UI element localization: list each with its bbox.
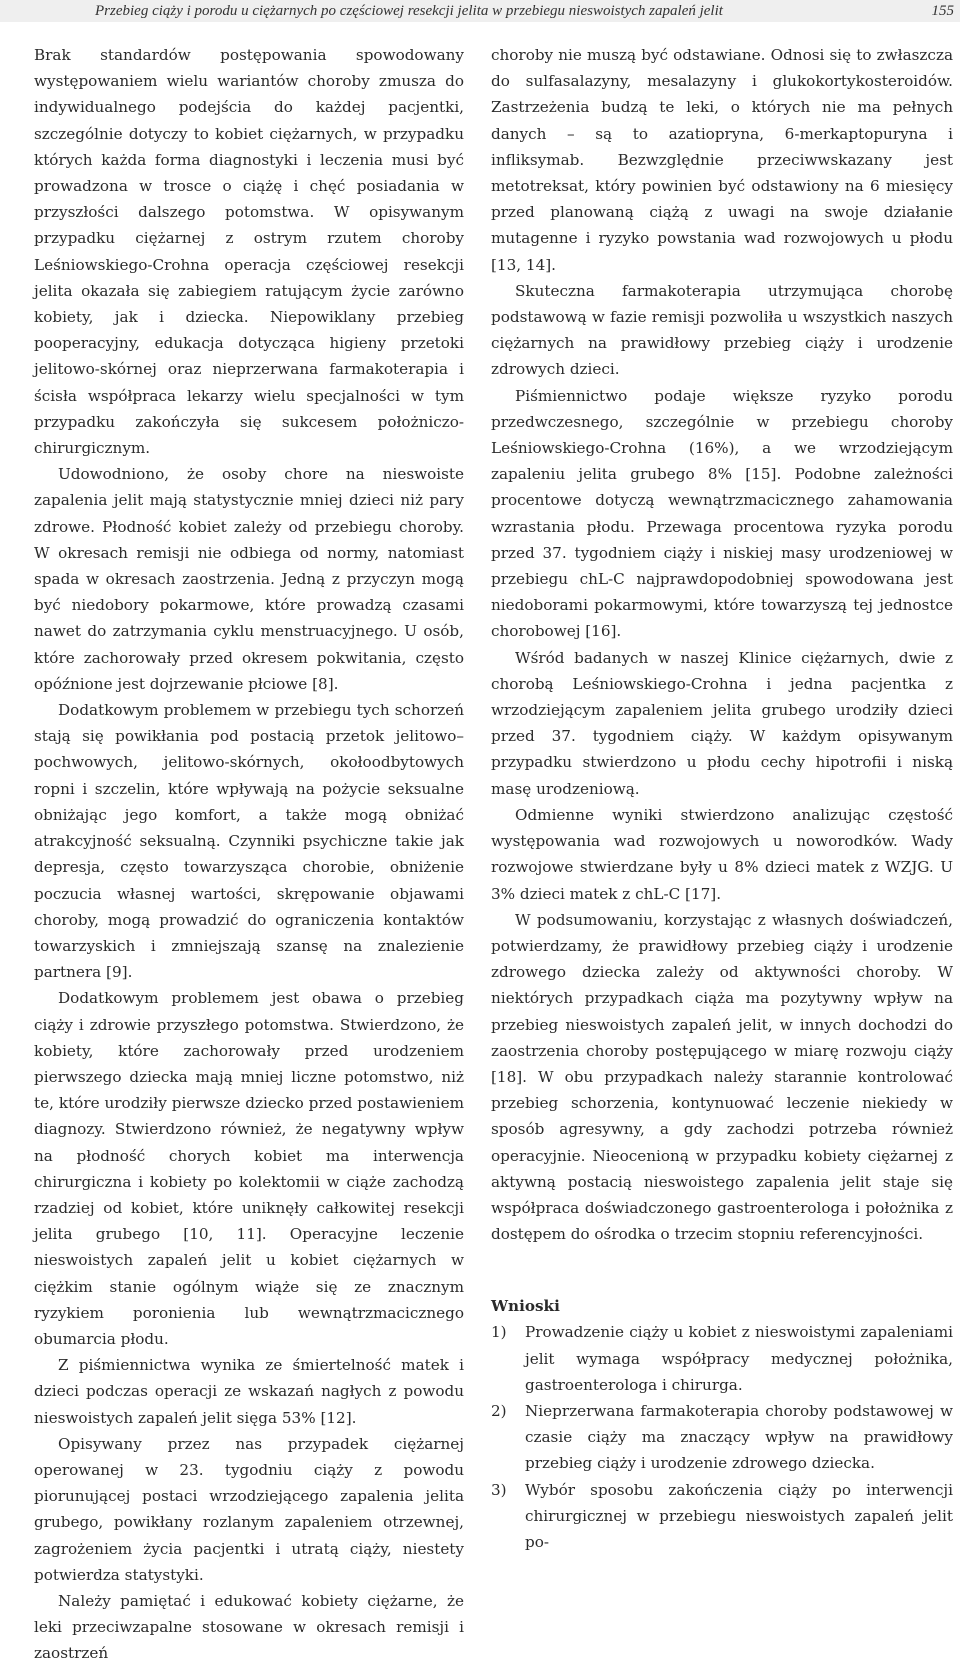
list-text: Wybór sposobu zakończenia ciąży po interwencji chirurgicznej w przebiegu nieswoistych zapaleń jelit po-: [525, 1480, 953, 1551]
list-item: [491, 1398, 953, 1477]
running-header: [0, 0, 960, 22]
left-column: [34, 42, 464, 1667]
conclusions-heading: Wnioski: [491, 1297, 560, 1316]
right-column: [491, 42, 953, 1555]
conclusions-list: [491, 1319, 953, 1555]
paragraph: Odmienne wyniki stwierdzono analizując częstość występowania wad rozwojowych u noworodków. Wady rozwojowe stwierdzane były u 8% dzieci matek z WZJG. U 3% dzieci matek z chL-C [17].: [491, 805, 953, 903]
paragraph: Wśród badanych w naszej Klinice ciężarnych, dwie z chorobą Leśniowskiego-Crohna i jedna pacjentka z wrzodziejącym zapaleniem jelita grubego urodziły dzieci przed 37. tygodniem ciąży. W każdym opisywanym przypadku stwierdzono u płodu cechy hipotrofii i niską masę urodzeniową.: [491, 648, 953, 798]
list-item: [491, 1319, 953, 1398]
list-number: 1): [491, 1323, 507, 1342]
paragraph: W podsumowaniu, korzystając z własnych doświadczeń, potwierdzamy, że prawidłowy przebieg ciąży i urodzenie zdrowego dziecka zależy od aktywności choroby. W niektórych przypadkach ciąża ma pozytywny wpływ na przebieg nieswoistych zapaleń jelit, w innych dochodzi do zaostrzenia choroby postępującego w miarę rozwoju ciąży [18]. W obu przypadkach należy starannie kontrolować przebieg schorzenia, kontynuować leczenie niekiedy w sposób agresywny, a gdy zachodzi potrzeba również operacyjnie. Nieocenioną w przypadku kobiety ciężarnej z aktywną postacią nieswoistego zapalenia jelit staje się współpraca doświadczonego gastroenterologa i położnika z dostępem do ośrodka o trzecim stopniu referencyjności.: [491, 910, 953, 1244]
paragraph: Dodatkowym problemem w przebiegu tych schorzeń stają się powikłania pod postacią przetok jelitowo–pochwowych, jelitowo-skórnych, okołoodbytowych ropni i szczelin, które wpływają na pożycie seksualne obniżając jego komfort, a także mogą obniżać atrakcyjność seksualną. Czynniki psychiczne takie jak depresja, często towarzysząca chorobie, obniżenie poczucia własnej wartości, skrępowanie objawami choroby, mogą prowadzić do ograniczenia kontaktów towarzyskich i zmniejszają szansę na znalezienie partnera [9].: [34, 701, 464, 982]
list-text: Nieprzerwana farmakoterapia choroby podstawowej w czasie ciąży ma znaczący wpływ na prawidłowy przebieg ciąży i urodzenie zdrowego dziecka.: [525, 1401, 953, 1473]
paragraph: Udowodniono, że osoby chore na nieswoiste zapalenia jelit mają statystycznie mniej dzieci niż pary zdrowe. Płodność kobiet zależy od przebiegu choroby. W okresach remisji nie odbiega od normy, natomiast spada w okresach zaostrzenia. Jedną z przyczyn mogą być niedobory pokarmowe, które prowadzą czasami nawet do zatrzymania cyklu menstruacyjnego. U osób, które zachorowały przed okresem pokwitania, często opóźnione jest dojrzewanie płciowe [8].: [34, 465, 464, 693]
paragraph: choroby nie muszą być odstawiane. Odnosi się to zwłaszcza do sulfasalazyny, mesalazyny i glukokortykosteroidów. Zastrzeżenia budzą te leki, o których nie ma pełnych danych – są to azatiopryna, 6-merkaptopuryna i infliksymab. Bezwzględnie przeciwwskazany jest metotreksat, który powinien być odstawiony na 6 miesięcy przed planowaną ciążą z uwagi na swoje działanie mutagenne i ryzyko powstania wad rozwojowych u płodu [13, 14].: [491, 46, 953, 274]
paragraph: Piśmiennictwo podaje większe ryzyko porodu przedwczesnego, szczególnie w przebiegu choroby Leśniowskiego-Crohna (16%), a we wrzodziejącym zapaleniu jelita grubego 8% [15]. Podobne zależności procentowe dotyczą wewnątrzmacicznego zahamowania wzrastania płodu. Przewaga procentowa ryzyka porodu przed 37. tygodniem ciąży i niskiej masy urodzeniowej w przebiegu chL-C najprawdopodobniej spowodowana jest niedoborami pokarmowymi, które towarzyszą tej jednostce chorobowej [16].: [491, 386, 953, 641]
list-number: 2): [491, 1401, 507, 1420]
list-text: Prowadzenie ciąży u kobiet z nieswoistymi zapaleniami jelit wymaga współpracy medycznej położnika, gastroenterologa i chirurga.: [525, 1323, 953, 1394]
list-number: 3): [491, 1480, 507, 1499]
paragraph: Z piśmiennictwa wynika ze śmiertelność matek i dzieci podczas operacji ze wskazań nagłych z powodu nieswoistych zapaleń jelit sięga 53% [12].: [34, 1356, 464, 1427]
paragraph: Należy pamiętać i edukować kobiety ciężarne, że leki przeciwzapalne stosowane w okresach remisji i zaostrzeń: [34, 1591, 464, 1663]
paragraph: Opisywany przez nas przypadek ciężarnej operowanej w 23. tygodniu ciąży z powodu piorunującej postaci wrzodziejącego zapalenia jelita grubego, powikłany rozlanym zapaleniem otrzewnej, zagrożeniem życia pacjentki i utratą ciąży, niestety potwierdza statystyki.: [34, 1434, 464, 1584]
page-number: 155: [931, 3, 954, 19]
paragraph: Brak standardów postępowania spowodowany występowaniem wielu wariantów choroby zmusza do indywidualnego podejścia do każdej pacjentki, szczególnie dotyczy to kobiet ciężarnych, w przypadku których każda forma diagnostyki i leczenia musi być prowadzona w trosce o ciążę i chęć posiadania w przyszłości dalszego potomstwa. W opisywanym przypadku ciężarnej z ostrym rzutem choroby Leśniowskiego-Crohna operacja częściowej resekcji jelita okazała się zabiegiem ratującym życie zarówno kobiety, jak i dziecka. Niepowiklany przebieg pooperacyjny, edukacja dotycząca higieny przetoki jelitowo-skórnej oraz nieprzerwana farmakoterapia i ścisła współpraca lekarzy wielu specjalności w tym przypadku zakończyła się sukcesem położniczo-chirurgicznym.: [34, 46, 464, 458]
paragraph: Dodatkowym problemem jest obawa o przebieg ciąży i zdrowie przyszłego potomstwa. Stwierdzono, że kobiety, które zachorowały przed urodzeniem pierwszego dziecka mają mniej liczne potomstwo, niż te, które urodziły pierwsze dziecko przed postawieniem diagnozy. Stwierdzono również, że negatywny wpływ na płodność chorych kobiet ma interwencja chirurgiczna i kobiety po kolektomii w ciąże zachodzą rzadziej od kobiet, które uniknęły całkowitej resekcji jelita grubego [10, 11]. Operacyjne leczenie nieswoistych zapaleń jelit u kobiet ciężarnych w ciężkim stanie ogólnym wiąże się ze znacznym ryzykiem poronienia lub wewnątrzmacicznego obumarcia płodu.: [34, 989, 464, 1348]
running-title: Przebieg ciąży i porodu u ciężarnych po częściowej resekcji jelita w przebiegu nieswoistych zapaleń jelit: [95, 3, 723, 19]
paragraph: Skuteczna farmakoterapia utrzymująca chorobę podstawową w fazie remisji pozwoliła u wszystkich naszych ciężarnych na prawidłowy przebieg ciąży i urodzenie zdrowych dzieci.: [491, 281, 953, 379]
list-item: [491, 1477, 953, 1556]
